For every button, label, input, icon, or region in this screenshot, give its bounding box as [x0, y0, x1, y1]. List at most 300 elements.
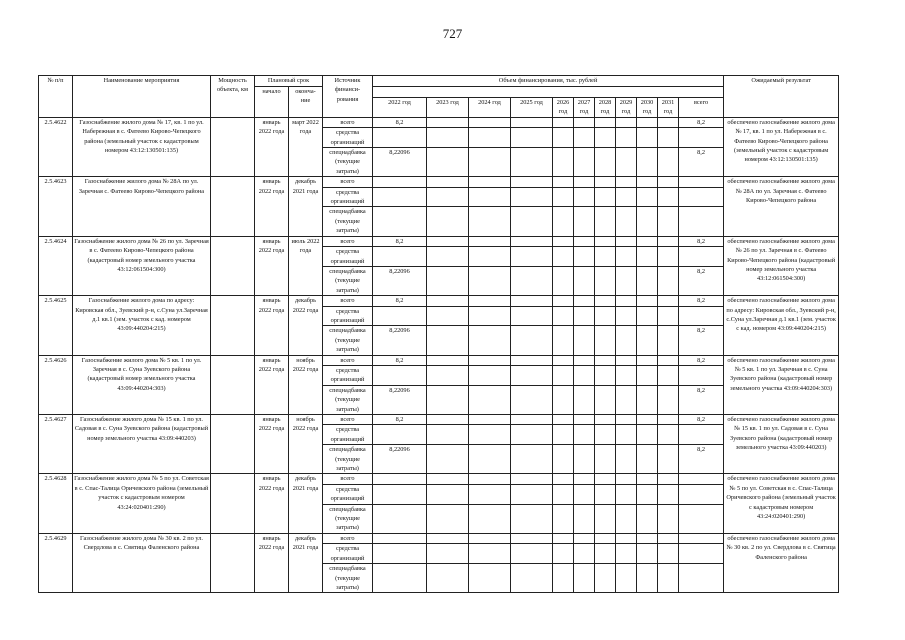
header-total: всего [679, 98, 724, 118]
row-value-year [574, 415, 595, 425]
row-value-year [553, 296, 574, 306]
header-year: 2029 год [616, 98, 637, 118]
row-value-year [616, 484, 637, 504]
row-value-year [574, 207, 595, 236]
row-value-year [658, 484, 679, 504]
row-value-year [595, 306, 616, 326]
row-start: январь 2022 года [255, 533, 289, 592]
row-value-year [595, 355, 616, 365]
row-value-year [616, 236, 637, 246]
row-code: 2.5.4625 [39, 296, 73, 355]
row-value-year [658, 326, 679, 355]
row-value-year [574, 355, 595, 365]
row-value-year [637, 484, 658, 504]
row-value-year [658, 117, 679, 127]
header-volume: Объем финансирования, тыс. рублей [373, 76, 724, 87]
row-result: обеспечено газоснабжение жилого дома № 17, кв. 1 по ул. Набережная в с. Фатеево Кирово-Чепецкого района (земельный участок с кадастровым номером 43:12:130501:135) [724, 117, 839, 176]
row-value-2022: 8,2 [373, 117, 427, 127]
row-source: средства организаций [323, 187, 373, 207]
row-value-year [616, 207, 637, 236]
row-value-year [658, 247, 679, 267]
row-source: спецнадбавка (текущие затраты) [323, 385, 373, 414]
row-value-year [637, 544, 658, 564]
row-power [211, 533, 255, 592]
table-row [39, 533, 839, 543]
row-value-2022: 8,22096 [373, 445, 427, 474]
row-value-year [658, 355, 679, 365]
row-value-year [658, 236, 679, 246]
row-value-year [427, 177, 469, 187]
header-year: 2026 год [553, 98, 574, 118]
row-value-year [553, 484, 574, 504]
row-value-2022: 8,22096 [373, 326, 427, 355]
row-value-year [511, 533, 553, 543]
row-value-year [637, 425, 658, 445]
row-value-year [637, 207, 658, 236]
row-value-year [469, 128, 511, 148]
row-value-year [553, 326, 574, 355]
row-value-year [469, 148, 511, 177]
table-body [39, 117, 839, 593]
row-value-year [469, 544, 511, 564]
row-value-total [679, 544, 724, 564]
header-start: начало [255, 87, 289, 118]
row-value-total: 8,2 [679, 117, 724, 127]
row-value-2022: 8,2 [373, 236, 427, 246]
row-source: средства организаций [323, 425, 373, 445]
row-value-year [595, 474, 616, 484]
row-value-2022: 8,2 [373, 296, 427, 306]
row-value-total: 8,2 [679, 296, 724, 306]
row-value-year [427, 355, 469, 365]
row-source: всего [323, 296, 373, 306]
row-value-year [469, 484, 511, 504]
row-source: спецнадбавка (текущие затраты) [323, 504, 373, 533]
row-value-year [616, 445, 637, 474]
row-value-total [679, 177, 724, 187]
row-result: обеспечено газоснабжение жилого дома № 15 кв. 1 по ул. Садовая в с. Суна Зуевского района (кадастровый номер земельного участка 43:09:440203) [724, 415, 839, 474]
row-power [211, 355, 255, 414]
row-value-year [469, 385, 511, 414]
row-value-2022 [373, 504, 427, 533]
header-year: 2031 год [658, 98, 679, 118]
row-value-year [553, 266, 574, 295]
row-value-year [553, 564, 574, 593]
row-value-year [574, 326, 595, 355]
row-value-total: 8,2 [679, 266, 724, 295]
header-result: Ожидаемый результат [724, 76, 839, 118]
row-code: 2.5.4626 [39, 355, 73, 414]
row-value-year [595, 177, 616, 187]
row-value-year [658, 148, 679, 177]
row-code: 2.5.4628 [39, 474, 73, 533]
row-value-total [679, 564, 724, 593]
row-value-total [679, 474, 724, 484]
row-value-year [553, 187, 574, 207]
row-value-year [469, 236, 511, 246]
row-value-2022 [373, 533, 427, 543]
row-value-year [574, 266, 595, 295]
row-name: Газоснабжение жилого дома № 15 кв. 1 по ул. Садовая в с. Суна Зуевского района (кадастровый номер земельного участка 43:09:440203) [73, 415, 211, 474]
row-value-year [637, 187, 658, 207]
row-value-year [637, 385, 658, 414]
row-value-year [637, 236, 658, 246]
row-value-year [511, 425, 553, 445]
header-power: Мощность объекта, км [211, 76, 255, 118]
row-value-year [553, 247, 574, 267]
row-source: средства организаций [323, 365, 373, 385]
row-source: спецнадбавка (текущие затраты) [323, 326, 373, 355]
row-value-year [616, 385, 637, 414]
row-value-year [616, 187, 637, 207]
row-value-year [616, 504, 637, 533]
row-source: спецнадбавка (текущие затраты) [323, 148, 373, 177]
row-end: декабрь 2021 года [289, 177, 323, 236]
row-value-total [679, 128, 724, 148]
row-value-year [469, 326, 511, 355]
row-value-year [658, 415, 679, 425]
row-value-year [616, 296, 637, 306]
row-value-year [553, 177, 574, 187]
row-source: всего [323, 236, 373, 246]
row-value-year [574, 296, 595, 306]
row-end: декабрь 2021 года [289, 533, 323, 592]
row-code: 2.5.4629 [39, 533, 73, 592]
row-end: декабрь 2021 года [289, 474, 323, 533]
row-value-total: 8,2 [679, 355, 724, 365]
row-value-year [469, 365, 511, 385]
row-value-year [616, 148, 637, 177]
row-value-total: 8,2 [679, 385, 724, 414]
row-value-year [574, 187, 595, 207]
row-value-year [616, 355, 637, 365]
row-value-total [679, 425, 724, 445]
row-value-year [595, 117, 616, 127]
row-value-year [616, 306, 637, 326]
row-value-year [511, 207, 553, 236]
row-value-year [427, 365, 469, 385]
row-value-total [679, 533, 724, 543]
row-value-year [469, 425, 511, 445]
row-value-2022 [373, 474, 427, 484]
row-value-year [469, 306, 511, 326]
row-value-year [511, 564, 553, 593]
row-value-year [574, 306, 595, 326]
row-value-total: 8,2 [679, 236, 724, 246]
row-value-year [616, 544, 637, 564]
row-value-year [427, 247, 469, 267]
row-value-2022 [373, 177, 427, 187]
row-value-year [616, 326, 637, 355]
row-value-total [679, 306, 724, 326]
row-value-year [658, 306, 679, 326]
row-value-year [511, 187, 553, 207]
row-code: 2.5.4623 [39, 177, 73, 236]
row-value-year [574, 128, 595, 148]
row-value-2022 [373, 544, 427, 564]
row-value-year [616, 474, 637, 484]
row-value-year [469, 207, 511, 236]
row-end: июль 2022 года [289, 236, 323, 295]
row-value-2022: 8,22096 [373, 385, 427, 414]
row-value-year [469, 296, 511, 306]
row-value-year [469, 187, 511, 207]
row-value-year [553, 365, 574, 385]
row-value-year [637, 445, 658, 474]
row-name: Газоснабжение жилого дома № 30 кв. 2 по ул. Свердлова в с. Святица Фаленского района [73, 533, 211, 592]
row-value-year [637, 128, 658, 148]
row-result: обеспечено газоснабжение жилого дома № 5 по ул. Советская в с. Спас-Талица Оричевского района (земельный участок с кадастровым номером 43:24:020401:290) [724, 474, 839, 533]
row-value-total [679, 365, 724, 385]
row-value-2022 [373, 484, 427, 504]
row-name: Газоснабжение жилого дома № 5 по ул. Советская в с. Спас-Талица Оричевского района (земельный участок с кадастровым номером 43:24:020401:290) [73, 474, 211, 533]
row-value-year [553, 425, 574, 445]
row-value-year [658, 533, 679, 543]
row-value-year [595, 236, 616, 246]
row-start: январь 2022 года [255, 296, 289, 355]
row-value-year [511, 247, 553, 267]
row-value-year [511, 415, 553, 425]
row-value-total: 8,2 [679, 148, 724, 177]
row-value-year [658, 544, 679, 564]
row-value-year [427, 415, 469, 425]
row-power [211, 415, 255, 474]
row-name: Газоснабжение жилого дома по адресу: Кировская обл., Зуевский р-н, с.Суна ул.Заречная д.1 кв.1 (зем. участок с кад. номером 43:09:440204:215) [73, 296, 211, 355]
table-row [39, 415, 839, 425]
row-value-year [637, 355, 658, 365]
row-value-total [679, 484, 724, 504]
row-value-year [553, 445, 574, 474]
row-value-year [616, 365, 637, 385]
row-value-year [658, 564, 679, 593]
row-source: средства организаций [323, 247, 373, 267]
row-value-year [637, 326, 658, 355]
page-number: 727 [442, 26, 463, 41]
row-value-year [511, 504, 553, 533]
row-value-year [427, 148, 469, 177]
row-value-year [511, 266, 553, 295]
row-value-year [658, 504, 679, 533]
row-value-year [511, 128, 553, 148]
row-value-year [574, 385, 595, 414]
row-value-total [679, 247, 724, 267]
row-value-year [574, 117, 595, 127]
row-name: Газоснабжение жилого дома № 5 кв. 1 по ул. Заречная в с. Суна Зуевского района (кадастровый номер земельного участка 43:09:440204:303) [73, 355, 211, 414]
row-value-year [427, 306, 469, 326]
row-end: декабрь 2022 года [289, 296, 323, 355]
row-value-year [574, 445, 595, 474]
row-value-year [427, 564, 469, 593]
row-value-year [427, 504, 469, 533]
row-value-year [574, 148, 595, 177]
row-value-2022: 8,2 [373, 415, 427, 425]
header-year: 2022 год [373, 98, 427, 118]
row-value-year [637, 247, 658, 267]
row-source: средства организаций [323, 128, 373, 148]
row-value-2022 [373, 365, 427, 385]
row-result: обеспечено газоснабжение жилого дома № 28А по ул. Заречная с. Фатеево Кирово-Чепецкого района [724, 177, 839, 236]
row-value-year [511, 355, 553, 365]
row-value-year [511, 544, 553, 564]
header-term: Плановый срок [255, 76, 323, 87]
row-value-year [511, 484, 553, 504]
row-value-year [637, 504, 658, 533]
row-value-year [427, 326, 469, 355]
row-value-year [427, 207, 469, 236]
row-value-year [595, 484, 616, 504]
row-result: обеспечено газоснабжение жилого дома по адресу: Кировская обл., Зуевский р-н, с.Суна ул.Заречная д.1 кв.1 (зем. участок с кад. номером 43:09:440204:215) [724, 296, 839, 355]
header-source: Источник финанси- рования [323, 76, 373, 118]
row-value-year [658, 385, 679, 414]
header-year: 2024 год [469, 98, 511, 118]
row-value-year [553, 236, 574, 246]
row-value-2022: 8,22096 [373, 266, 427, 295]
row-value-year [595, 128, 616, 148]
row-value-year [574, 247, 595, 267]
table-row [39, 177, 839, 187]
row-value-year [553, 207, 574, 236]
row-value-year [553, 128, 574, 148]
row-value-year [553, 148, 574, 177]
row-source: спецнадбавка (текущие затраты) [323, 266, 373, 295]
row-value-year [574, 177, 595, 187]
row-source: всего [323, 117, 373, 127]
row-source: всего [323, 533, 373, 543]
row-value-2022 [373, 247, 427, 267]
row-result: обеспечено газоснабжение жилого дома № 30 кв. 2 по ул. Свердлова в с. Святица Фаленского района [724, 533, 839, 592]
row-value-year [553, 504, 574, 533]
row-end: март 2022 года [289, 117, 323, 176]
row-start: январь 2022 года [255, 355, 289, 414]
row-value-year [553, 306, 574, 326]
row-value-year [637, 564, 658, 593]
row-value-year [658, 365, 679, 385]
row-value-year [658, 187, 679, 207]
row-value-year [616, 425, 637, 445]
row-value-year [637, 117, 658, 127]
header-year: 2028 год [595, 98, 616, 118]
row-value-year [469, 415, 511, 425]
row-value-year [616, 533, 637, 543]
row-value-year [511, 148, 553, 177]
row-value-year [595, 247, 616, 267]
row-code: 2.5.4627 [39, 415, 73, 474]
row-value-year [658, 266, 679, 295]
row-value-year [469, 355, 511, 365]
row-value-year [553, 117, 574, 127]
row-value-year [637, 474, 658, 484]
row-source: всего [323, 177, 373, 187]
table-header [39, 76, 839, 118]
row-value-year [511, 474, 553, 484]
row-value-year [595, 266, 616, 295]
row-value-year [427, 128, 469, 148]
row-value-year [616, 564, 637, 593]
row-value-2022 [373, 187, 427, 207]
row-power [211, 236, 255, 295]
row-value-year [427, 533, 469, 543]
row-result: обеспечено газоснабжение жилого дома № 5 кв. 1 по ул. Заречная в с. Суна Зуевского района (кадастровый номер земельного участка 43:09:440204:303) [724, 355, 839, 414]
financing-table [38, 75, 839, 593]
row-source: спецнадбавка (текущие затраты) [323, 564, 373, 593]
row-name: Газоснабжение жилого дома № 26 по ул. Заречная в с. Фатеево Кирово-Чепецкого района (кадастровый номер земельного участка 43:12:061504:300) [73, 236, 211, 295]
row-start: январь 2022 года [255, 177, 289, 236]
row-code: 2.5.4624 [39, 236, 73, 295]
row-value-year [574, 484, 595, 504]
row-value-year [553, 415, 574, 425]
row-source: средства организаций [323, 484, 373, 504]
row-source: средства организаций [323, 544, 373, 564]
row-value-total [679, 504, 724, 533]
row-value-year [469, 564, 511, 593]
table-row [39, 296, 839, 306]
row-value-year [595, 544, 616, 564]
row-value-year [469, 117, 511, 127]
row-code: 2.5.4622 [39, 117, 73, 176]
row-value-year [658, 207, 679, 236]
row-value-year [511, 326, 553, 355]
row-value-year [427, 445, 469, 474]
row-value-total: 8,2 [679, 326, 724, 355]
row-value-year [658, 474, 679, 484]
row-value-year [637, 533, 658, 543]
row-source: спецнадбавка (текущие затраты) [323, 207, 373, 236]
row-value-2022: 8,22096 [373, 148, 427, 177]
row-value-year [427, 187, 469, 207]
header-end: оконча- ние [289, 87, 323, 118]
table-row [39, 117, 839, 127]
row-value-year [511, 117, 553, 127]
row-source: спецнадбавка (текущие затраты) [323, 445, 373, 474]
row-value-year [511, 306, 553, 326]
row-value-total: 8,2 [679, 415, 724, 425]
row-power [211, 296, 255, 355]
row-value-year [427, 236, 469, 246]
row-power [211, 474, 255, 533]
row-value-year [511, 236, 553, 246]
row-value-year [574, 533, 595, 543]
row-value-year [595, 504, 616, 533]
row-value-year [595, 326, 616, 355]
row-value-year [469, 445, 511, 474]
row-value-year [658, 445, 679, 474]
row-value-year [574, 474, 595, 484]
row-name: Газоснабжение жилого дома № 28А по ул. Заречная с. Фатеево Кирово-Чепецкого района [73, 177, 211, 236]
header-year: 2023 год [427, 98, 469, 118]
row-value-year [595, 415, 616, 425]
row-value-year [658, 296, 679, 306]
row-value-year [574, 365, 595, 385]
row-value-year [574, 544, 595, 564]
row-value-year [637, 306, 658, 326]
row-value-year [616, 117, 637, 127]
row-value-year [427, 544, 469, 564]
row-value-year [469, 533, 511, 543]
row-source: всего [323, 355, 373, 365]
table-row [39, 474, 839, 484]
row-power [211, 117, 255, 176]
row-value-year [616, 177, 637, 187]
table-row [39, 355, 839, 365]
row-value-year [595, 148, 616, 177]
row-value-year [427, 484, 469, 504]
row-value-year [511, 385, 553, 414]
row-value-year [427, 296, 469, 306]
row-value-year [637, 296, 658, 306]
row-end: ноябрь 2022 года [289, 415, 323, 474]
row-value-year [616, 247, 637, 267]
row-start: январь 2022 года [255, 117, 289, 176]
